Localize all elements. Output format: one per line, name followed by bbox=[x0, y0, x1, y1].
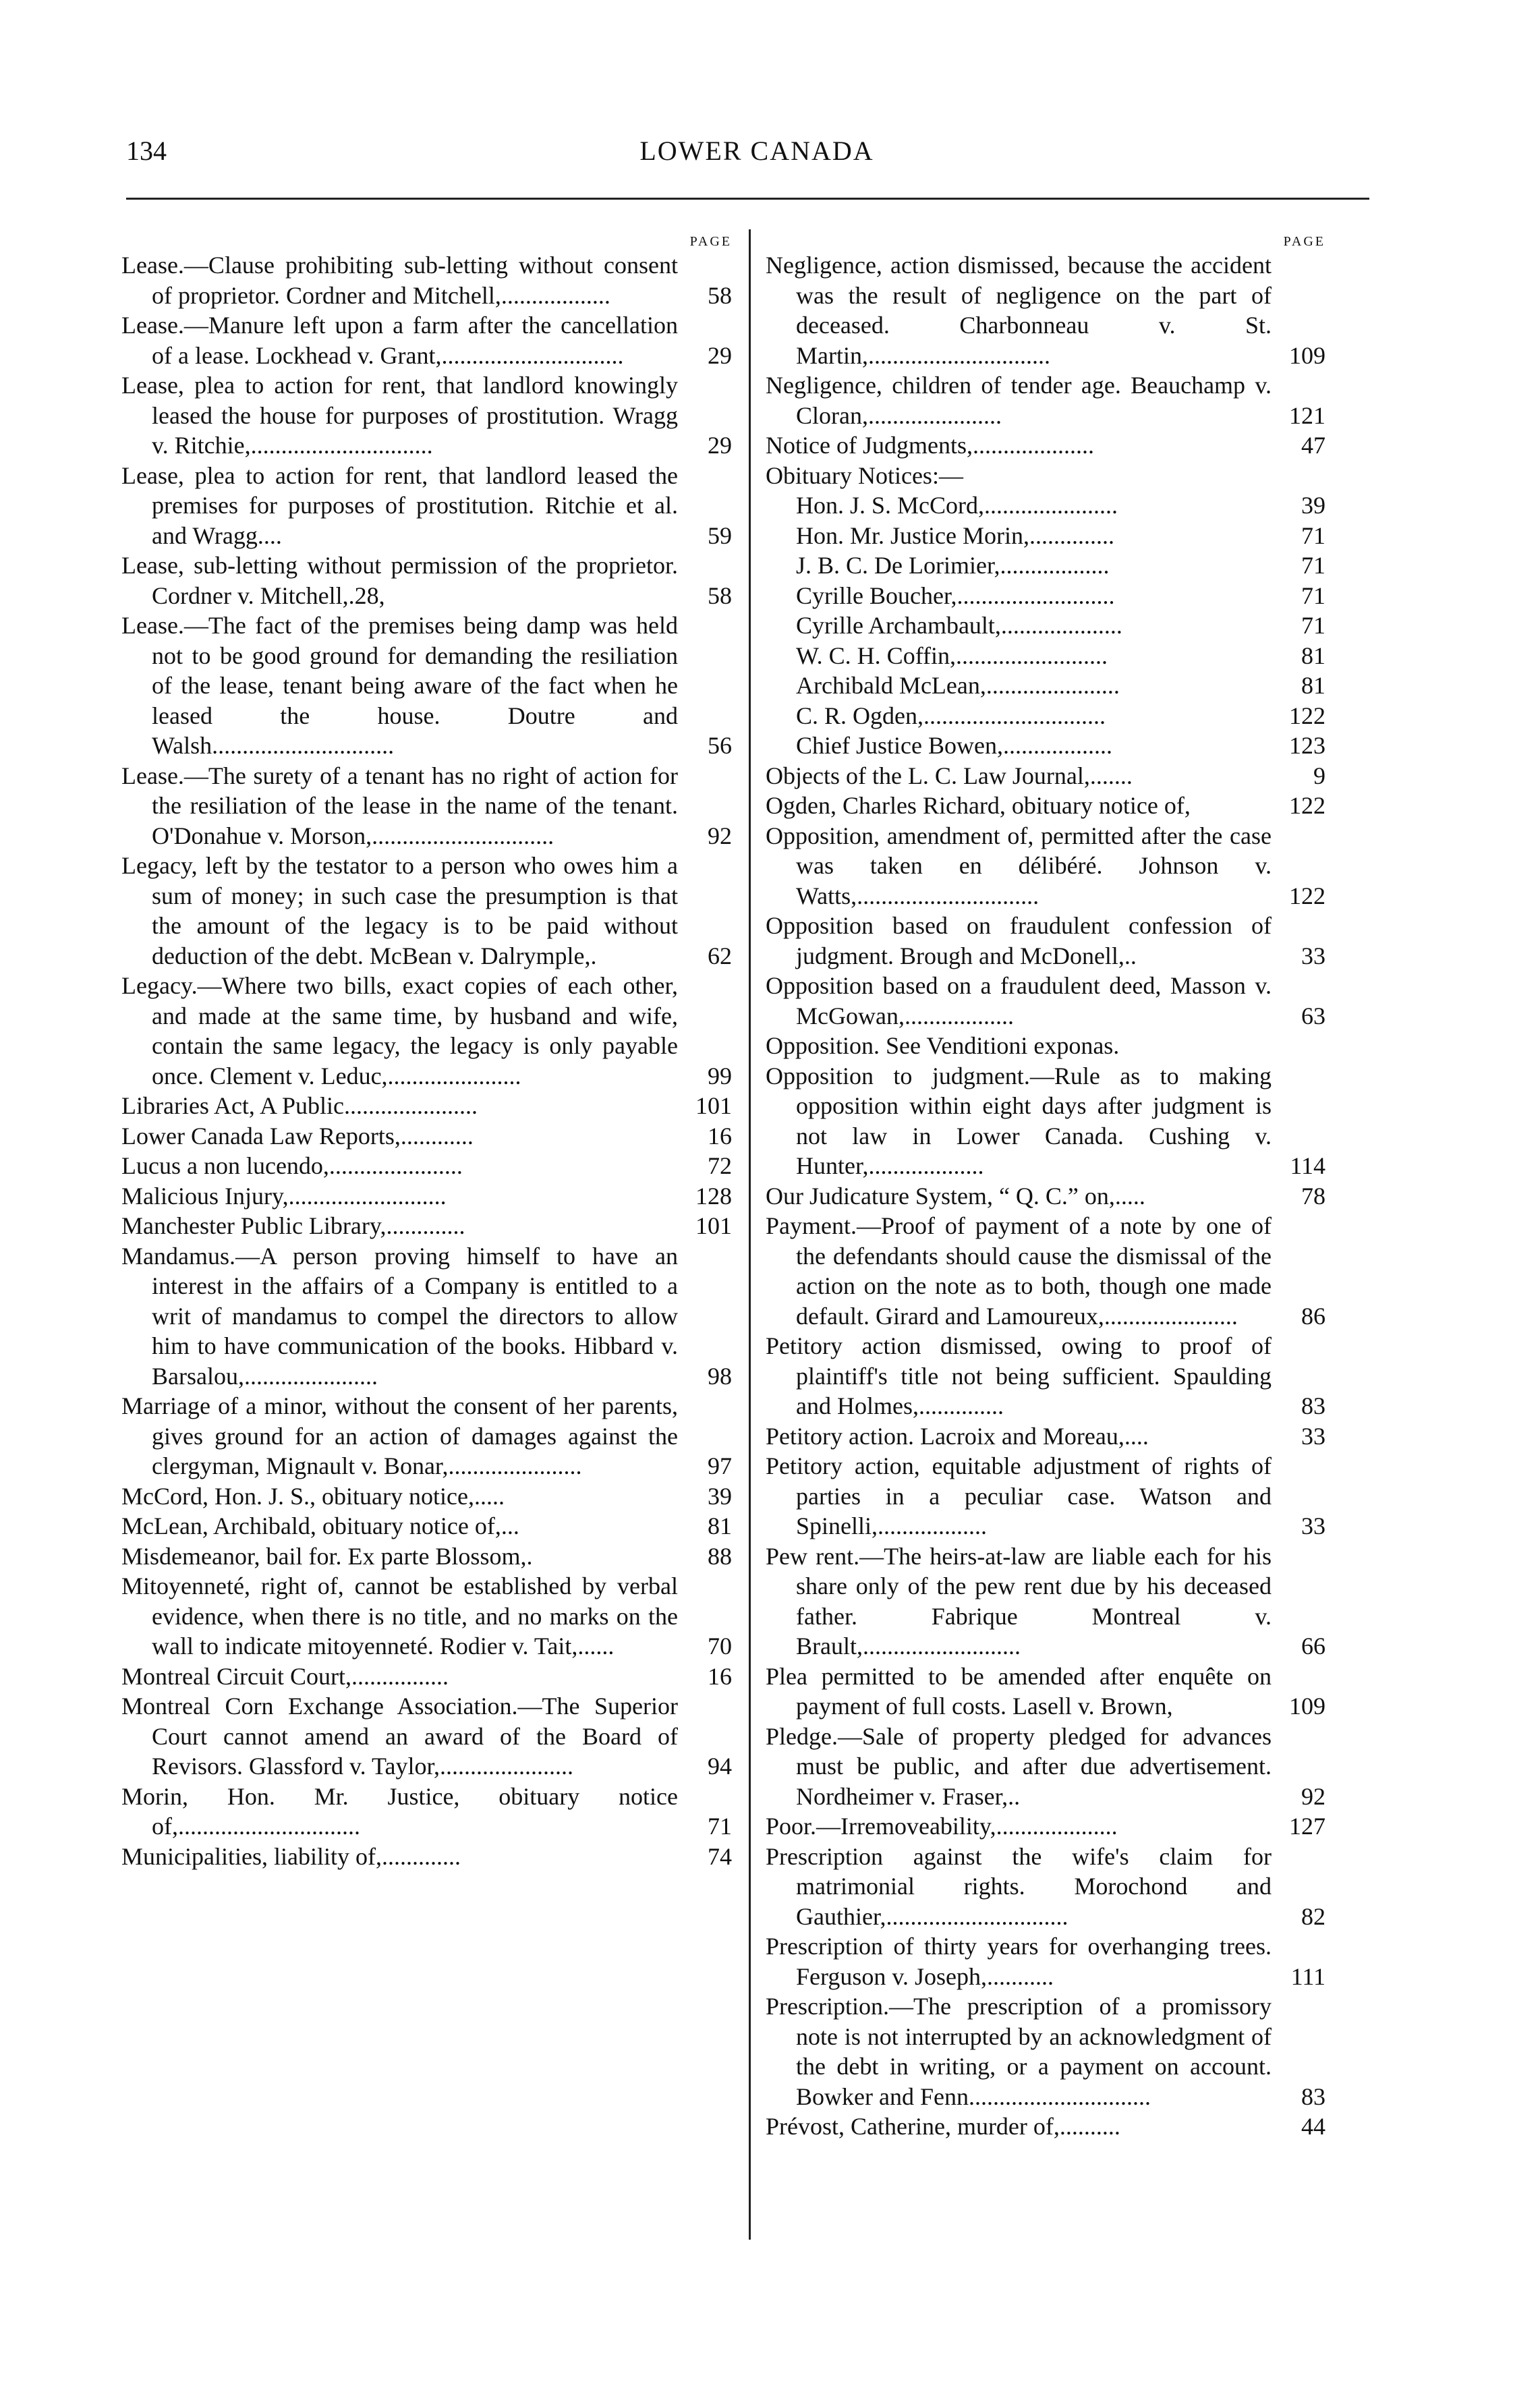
index-entry bbox=[766, 911, 1325, 971]
index-entry-page: 128 bbox=[695, 1182, 732, 1210]
index-entry-page: 81 bbox=[708, 1512, 732, 1539]
header-rule bbox=[126, 198, 1369, 200]
index-entry-text: Prévost, Catherine, murder of,.......... bbox=[766, 2113, 1120, 2140]
index-entry bbox=[766, 611, 1325, 641]
index-entry-text: Opposition to judgment.—Rule as to making opposition within eight days after judgment is not law in Lower Canada. Cushing v. Hunter,................... bbox=[766, 1062, 1272, 1179]
index-entry-page: 33 bbox=[1301, 942, 1325, 969]
index-entry-text: Libraries Act, A Public...................... bbox=[121, 1092, 478, 1119]
index-entry-page: 9 bbox=[1313, 762, 1325, 789]
index-entry-text: Lease.—Clause prohibiting sub-letting without consent of proprietor. Cordner and Mitchell,.................. bbox=[121, 252, 678, 309]
index-entry bbox=[121, 1391, 732, 1481]
index-entry-text: Montreal Corn Exchange Association.—The Superior Court cannot amend an award of the Board of Revisors. Glassford v. Taylor,...................... bbox=[121, 1693, 678, 1780]
index-entry-text: Ogden, Charles Richard, obituary notice of, bbox=[766, 792, 1191, 819]
index-entry-text: Lower Canada Law Reports,............ bbox=[121, 1122, 474, 1150]
index-entry bbox=[121, 1121, 732, 1152]
column-heading: PAGE bbox=[1283, 234, 1325, 249]
index-entry bbox=[766, 430, 1325, 461]
index-entry-text: Poor.—Irremoveability,.................... bbox=[766, 1813, 1118, 1840]
index-entry-text: Pledge.—Sale of property pledged for advances must be public, and after due advertisement. Nordheimer v. Fraser,.. bbox=[766, 1722, 1272, 1810]
index-entry-page: 71 bbox=[708, 1813, 732, 1840]
index-entry-page: 109 bbox=[1289, 341, 1325, 369]
index-entry-text: Negligence, action dismissed, because the accident was the result of negligence on the part of deceased. Charbonneau v. St. Martin,.............................. bbox=[766, 252, 1272, 369]
index-entry bbox=[121, 1181, 732, 1212]
index-entry-text: Lease, plea to action for rent, that landlord knowingly leased the house for purposes of prostitution. Wragg v. Ritchie,.............................. bbox=[121, 372, 678, 459]
index-entry-page: 121 bbox=[1289, 401, 1325, 429]
index-entry bbox=[121, 611, 732, 761]
index-entry-page: 56 bbox=[708, 732, 732, 759]
index-entry-text: Mandamus.—A person proving himself to have an interest in the affairs of a Company is entitled to a writ of mandamus to compel the directors to allow him to have communication of the books. Hibbard v. Barsalou,...................... bbox=[121, 1242, 678, 1390]
index-entry bbox=[121, 1782, 732, 1842]
index-entry bbox=[766, 731, 1325, 761]
index-entry-page: 29 bbox=[708, 341, 732, 369]
index-entry-text: Notice of Judgments,.................... bbox=[766, 432, 1094, 459]
index-entry-page: 81 bbox=[1301, 672, 1325, 699]
index-entry bbox=[766, 1451, 1325, 1541]
index-entry-page: 62 bbox=[708, 942, 732, 969]
index-entry-page: 71 bbox=[1301, 552, 1325, 579]
running-title: LOWER CANADA bbox=[639, 136, 874, 166]
index-entry-text: J. B. C. De Lorimier,.................. bbox=[796, 552, 1110, 579]
index-entry-page: 99 bbox=[708, 1062, 732, 1089]
index-entry-page: 81 bbox=[1301, 642, 1325, 669]
index-entry bbox=[121, 250, 732, 310]
index-entry bbox=[766, 581, 1325, 611]
index-entry-text: Lucus a non lucendo,...................... bbox=[121, 1152, 463, 1179]
index-entry bbox=[766, 1842, 1325, 1932]
index-entry-page: 101 bbox=[695, 1092, 732, 1119]
index-entry-text: Prescription of thirty years for overhanging trees. Ferguson v. Joseph,........... bbox=[766, 1933, 1272, 1990]
index-entry bbox=[766, 1541, 1325, 1662]
index-entry bbox=[766, 701, 1325, 731]
index-entry-page: 29 bbox=[708, 432, 732, 459]
index-entry-text: Petitory action dismissed, owing to proof of plaintiff's title not being sufficient. Spaulding and Holmes,.............. bbox=[766, 1332, 1272, 1419]
index-entry-text: Hon. J. S. McCord,...................... bbox=[796, 492, 1118, 519]
index-entry-text: Legacy, left by the testator to a person who owes him a sum of money; in such case the presumption is that the amount of the legacy is to be paid without deduction of the debt. McBean v. Dalrymple,. bbox=[121, 852, 678, 969]
index-entry-page: 88 bbox=[708, 1542, 732, 1570]
index-entry-page: 71 bbox=[1301, 582, 1325, 609]
index-entry-text: Obituary Notices:— bbox=[766, 461, 963, 489]
index-entry bbox=[766, 1181, 1325, 1212]
index-entry bbox=[121, 1211, 732, 1241]
index-entry bbox=[121, 1241, 732, 1392]
index-entry bbox=[766, 1662, 1325, 1722]
index-entry bbox=[766, 821, 1325, 911]
index-entry-page: 127 bbox=[1289, 1813, 1325, 1840]
column-divider bbox=[749, 229, 751, 2240]
index-entry-text: Opposition. See Venditioni exponas. bbox=[766, 1032, 1120, 1059]
index-entry bbox=[766, 1331, 1325, 1421]
index-entry-page: 78 bbox=[1301, 1182, 1325, 1210]
index-entry-page: 39 bbox=[1301, 492, 1325, 519]
index-entry-text: Petitory action, equitable adjustment of rights of parties in a peculiar case. Watson and Spinelli,.................. bbox=[766, 1452, 1272, 1539]
index-entry-page: 71 bbox=[1301, 521, 1325, 549]
index-entry-page: 39 bbox=[708, 1482, 732, 1510]
index-entry-text: Municipalities, liability of,............. bbox=[121, 1842, 461, 1870]
index-entry bbox=[121, 851, 732, 971]
index-entry-page: 63 bbox=[1301, 1002, 1325, 1029]
index-entry-text: Payment.—Proof of payment of a note by one of the defendants should cause the dismissal of the action on the note as to both, though one made default. Girard and Lamoureux,...................... bbox=[766, 1212, 1272, 1330]
page-number: 134 bbox=[126, 136, 167, 166]
index-entry bbox=[121, 1541, 732, 1572]
index-entry-page: 44 bbox=[1301, 2113, 1325, 2140]
index-entry-text: Petitory action. Lacroix and Moreau,.... bbox=[766, 1422, 1149, 1450]
index-entry bbox=[121, 310, 732, 370]
index-entry-page: 109 bbox=[1289, 1693, 1325, 1720]
index-entry bbox=[121, 971, 732, 1091]
index-entry-page: 59 bbox=[708, 521, 732, 549]
index-column-right bbox=[766, 233, 1325, 2142]
index-entry-page: 58 bbox=[708, 281, 732, 309]
index-entry-page: 122 bbox=[1289, 702, 1325, 729]
index-entry-page: 74 bbox=[708, 1842, 732, 1870]
index-entry bbox=[766, 1811, 1325, 1842]
index-entry-text: Montreal Circuit Court,................ bbox=[121, 1662, 449, 1690]
index-entry-page: 92 bbox=[1301, 1782, 1325, 1810]
index-entry-text: Opposition based on fraudulent confession of judgment. Brough and McDonell,.. bbox=[766, 912, 1272, 969]
index-entry-text: Prescription against the wife's claim for matrimonial rights. Morochond and Gauthier,.............................. bbox=[766, 1842, 1272, 1930]
index-entry bbox=[766, 1931, 1325, 1991]
index-entry-text: Manchester Public Library,............. bbox=[121, 1212, 465, 1239]
index-entry-page: 101 bbox=[695, 1212, 732, 1239]
index-entry bbox=[766, 461, 1325, 491]
index-entry bbox=[766, 1031, 1325, 1061]
index-entry-page: 122 bbox=[1289, 792, 1325, 819]
index-entry-page: 66 bbox=[1301, 1633, 1325, 1660]
index-entry-page: 47 bbox=[1301, 432, 1325, 459]
index-entry-page: 92 bbox=[708, 822, 732, 849]
index-entry bbox=[766, 641, 1325, 671]
index-entry-page: 83 bbox=[1301, 1392, 1325, 1419]
index-entry-text: Cyrille Archambault,.................... bbox=[796, 612, 1122, 639]
index-entry bbox=[766, 761, 1325, 791]
index-entry-page: 98 bbox=[708, 1362, 732, 1390]
index-entry-page: 111 bbox=[1290, 1962, 1325, 1990]
index-entry-page: 97 bbox=[708, 1452, 732, 1479]
index-entry bbox=[766, 971, 1325, 1031]
index-entry-text: Misdemeanor, bail for. Ex parte Blossom,. bbox=[121, 1542, 533, 1570]
index-entry-text: Marriage of a minor, without the consent of her parents, gives ground for an action of damages against the clergyman, Mignault v. Bonar,...................... bbox=[121, 1392, 678, 1479]
index-entry-page: 82 bbox=[1301, 1902, 1325, 1930]
index-entry-text: Negligence, children of tender age. Beauchamp v. Cloran,...................... bbox=[766, 372, 1272, 429]
index-entry-page: 58 bbox=[708, 582, 732, 609]
index-entry-text: C. R. Ogden,.............................. bbox=[796, 702, 1106, 729]
index-entry-text: Opposition, amendment of, permitted after the case was taken en délibéré. Johnson v. Watts,.............................. bbox=[766, 822, 1272, 909]
index-entry-text: Hon. Mr. Justice Morin,.............. bbox=[796, 521, 1114, 549]
index-entry-text: Lease, plea to action for rent, that landlord leased the premises for purposes of prostitution. Ritchie et al. and Wragg.... bbox=[121, 461, 678, 549]
index-entry-text: Objects of the L. C. Law Journal,....... bbox=[766, 762, 1133, 789]
index-entry-text: Lease, sub-letting without permission of the proprietor. Cordner v. Mitchell,.28, bbox=[121, 552, 678, 609]
index-entry bbox=[121, 1691, 732, 1782]
index-entry-text: Opposition based on a fraudulent deed, Masson v. McGowan,.................. bbox=[766, 972, 1272, 1029]
index-entry-text: Lease.—The fact of the premises being damp was held not to be good ground for demanding the resiliation of the lease, tenant being aware of the fact when he leased the house. Doutre and Walsh.............................. bbox=[121, 612, 678, 759]
index-entry bbox=[121, 461, 732, 551]
index-entry-text: Our Judicature System, “ Q. C.” on,..... bbox=[766, 1182, 1145, 1210]
index-entry-text: W. C. H. Coffin,......................... bbox=[796, 642, 1108, 669]
index-entry bbox=[766, 490, 1325, 521]
index-entry-text: Lease.—Manure left upon a farm after the cancellation of a lease. Lockhead v. Grant,.............................. bbox=[121, 312, 678, 369]
index-entry-text: Lease.—The surety of a tenant has no right of action for the resiliation of the lease in the name of the tenant. O'Donahue v. Morson,.............................. bbox=[121, 762, 678, 849]
index-entry bbox=[121, 761, 732, 851]
index-entry bbox=[121, 1662, 732, 1692]
index-entry-text: Archibald McLean,...................... bbox=[796, 672, 1120, 699]
index-entry bbox=[766, 1061, 1325, 1181]
index-entry bbox=[766, 521, 1325, 551]
index-entry bbox=[121, 1842, 732, 1872]
column-heading: PAGE bbox=[689, 234, 732, 249]
index-entry-page: 122 bbox=[1289, 882, 1325, 909]
index-entry-text: Prescription.—The prescription of a promissory note is not interrupted by an acknowledgment of the debt in writing, or a payment on account. Bowker and Fenn.............................. bbox=[766, 1993, 1272, 2110]
index-entry-page: 72 bbox=[708, 1152, 732, 1179]
index-entry-page: 114 bbox=[1290, 1152, 1325, 1179]
index-entry bbox=[766, 2111, 1325, 2142]
index-entry-text: Mitoyenneté, right of, cannot be established by verbal evidence, when there is no title, and no marks on the wall to indicate mitoyenneté. Rodier v. Tait,...... bbox=[121, 1572, 678, 1660]
index-entry-text: Morin, Hon. Mr. Justice, obituary notice of,.............................. bbox=[121, 1782, 678, 1840]
index-entry-page: 33 bbox=[1301, 1512, 1325, 1539]
index-entry bbox=[766, 1991, 1325, 2111]
index-entry bbox=[766, 791, 1325, 821]
index-entry-page: 16 bbox=[708, 1122, 732, 1150]
index-column-left bbox=[121, 233, 732, 1871]
index-entry bbox=[766, 250, 1325, 370]
index-entry-page: 86 bbox=[1301, 1302, 1325, 1330]
index-entry bbox=[766, 1421, 1325, 1452]
index-entry-text: Legacy.—Where two bills, exact copies of each other, and made at the same time, by husband and wife, contain the same legacy, the legacy is only payable once. Clement v. Leduc,...................... bbox=[121, 972, 678, 1089]
index-entry-text: Plea permitted to be amended after enquête on payment of full costs. Lasell v. Brown, bbox=[766, 1662, 1272, 1720]
index-entry-page: 123 bbox=[1289, 732, 1325, 759]
index-entry-text: Cyrille Boucher,.......................... bbox=[796, 582, 1115, 609]
index-entry bbox=[766, 1211, 1325, 1331]
index-entry-text: Malicious Injury,.......................... bbox=[121, 1182, 447, 1210]
index-entry bbox=[766, 1722, 1325, 1812]
index-entry bbox=[121, 370, 732, 461]
index-entry-page: 71 bbox=[1301, 612, 1325, 639]
index-entry-page: 16 bbox=[708, 1662, 732, 1690]
index-entry-text: McCord, Hon. J. S., obituary notice,..... bbox=[121, 1482, 505, 1510]
index-entry bbox=[121, 1481, 732, 1512]
index-entry bbox=[121, 1151, 732, 1181]
index-entry-page: 70 bbox=[708, 1633, 732, 1660]
index-entry bbox=[121, 1571, 732, 1662]
index-entry bbox=[766, 550, 1325, 581]
index-entry-page: 94 bbox=[708, 1753, 732, 1780]
index-entry bbox=[766, 671, 1325, 701]
index-entry bbox=[121, 1511, 732, 1541]
index-entry-page: 83 bbox=[1301, 2082, 1325, 2110]
index-entry bbox=[121, 1091, 732, 1121]
index-entry-text: Chief Justice Bowen,.................. bbox=[796, 732, 1112, 759]
index-entry bbox=[766, 370, 1325, 430]
index-entry bbox=[121, 550, 732, 611]
index-entry-text: McLean, Archibald, obituary notice of,... bbox=[121, 1512, 519, 1539]
page-header bbox=[126, 135, 1388, 175]
index-entry-text: Pew rent.—The heirs-at-law are liable each for his share only of the pew rent due by his deceased father. Fabrique Montreal v. Brault,.......................... bbox=[766, 1542, 1272, 1660]
index-entry-page: 33 bbox=[1301, 1422, 1325, 1450]
